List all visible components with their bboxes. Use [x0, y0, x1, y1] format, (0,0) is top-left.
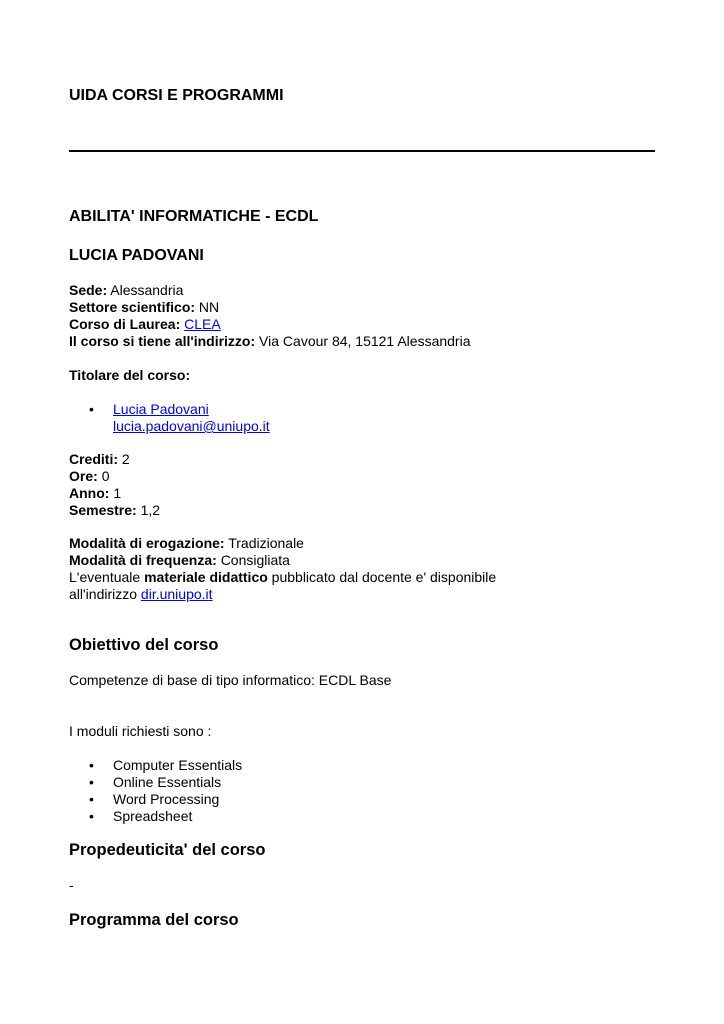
horizontal-rule — [69, 150, 655, 152]
moduli-intro: I moduli richiesti sono : — [69, 723, 212, 739]
crediti-line — [69, 451, 130, 468]
semestre-line — [69, 502, 160, 519]
semestre-label: Semestre: — [69, 502, 137, 518]
ore-line — [69, 468, 109, 485]
ore-value: 0 — [101, 468, 110, 484]
materiale-address-line — [69, 586, 213, 603]
obiettivo-heading: Obiettivo del corso — [69, 636, 219, 654]
list-bullet: • — [89, 757, 94, 773]
guide-title: UIDA CORSI E PROGRAMMI — [69, 87, 284, 104]
erogazione-label: Modalità di erogazione: — [69, 535, 225, 551]
list-bullet: • — [89, 401, 94, 417]
ore-label: Ore: — [69, 468, 98, 484]
erogazione-line — [69, 535, 304, 552]
list-item: Spreadsheet — [113, 808, 193, 824]
list-bullet: • — [89, 774, 94, 790]
anno-line — [69, 485, 121, 502]
titolare-label: Titolare del corso: — [69, 367, 191, 383]
materiale-bold: materiale didattico — [144, 569, 268, 585]
anno-label: Anno: — [69, 485, 110, 501]
list-item: Word Processing — [113, 791, 220, 807]
materiale-address-pre: all'indirizzo — [69, 586, 141, 602]
propedeuticita-heading: Propedeuticita' del corso — [69, 841, 266, 859]
indirizzo-line — [69, 333, 471, 350]
course-title: ABILITA' INFORMATICHE - ECDL — [69, 208, 319, 225]
settore-value: NN — [198, 299, 220, 315]
corso-line — [69, 316, 221, 333]
corso-link[interactable]: CLEA — [184, 316, 221, 332]
frequenza-label: Modalità di frequenza: — [69, 552, 217, 568]
indirizzo-value: Via Cavour 84, 15121 Alessandria — [259, 333, 471, 349]
teacher-heading: LUCIA PADOVANI — [69, 247, 204, 264]
anno-value: 1 — [113, 485, 122, 501]
settore-line — [69, 299, 219, 316]
frequenza-line — [69, 552, 290, 569]
sede-value: Alessandria — [110, 282, 184, 298]
indirizzo-label: Il corso si tiene all'indirizzo: — [69, 333, 256, 349]
materiale-post: pubblicato dal docente e' disponibile — [267, 569, 497, 585]
list-item: Online Essentials — [113, 774, 222, 790]
materiale-line — [69, 569, 496, 586]
list-bullet: • — [89, 791, 94, 807]
erogazione-value: Tradizionale — [228, 535, 304, 551]
materiale-pre: L'eventuale — [69, 569, 145, 585]
propedeuticita-text: - — [69, 877, 74, 893]
titolare-email-link[interactable]: lucia.padovani@uniupo.it — [113, 418, 270, 434]
crediti-value: 2 — [121, 451, 130, 467]
programma-heading: Programma del corso — [69, 911, 239, 929]
sede-line — [69, 282, 183, 299]
list-bullet: • — [89, 808, 94, 824]
semestre-value: 1,2 — [140, 502, 161, 518]
settore-label: Settore scientifico: — [69, 299, 196, 315]
frequenza-value: Consigliata — [220, 552, 290, 568]
obiettivo-text: Competenze di base di tipo informatico: ECDL Base — [69, 672, 392, 688]
sede-label: Sede: — [69, 282, 108, 298]
dir-uniupo-link[interactable]: dir.uniupo.it — [140, 586, 213, 602]
corso-label: Corso di Laurea: — [69, 316, 181, 332]
titolare-name-link[interactable]: Lucia Padovani — [113, 401, 209, 417]
list-item: Computer Essentials — [113, 757, 243, 773]
crediti-label: Crediti: — [69, 451, 118, 467]
